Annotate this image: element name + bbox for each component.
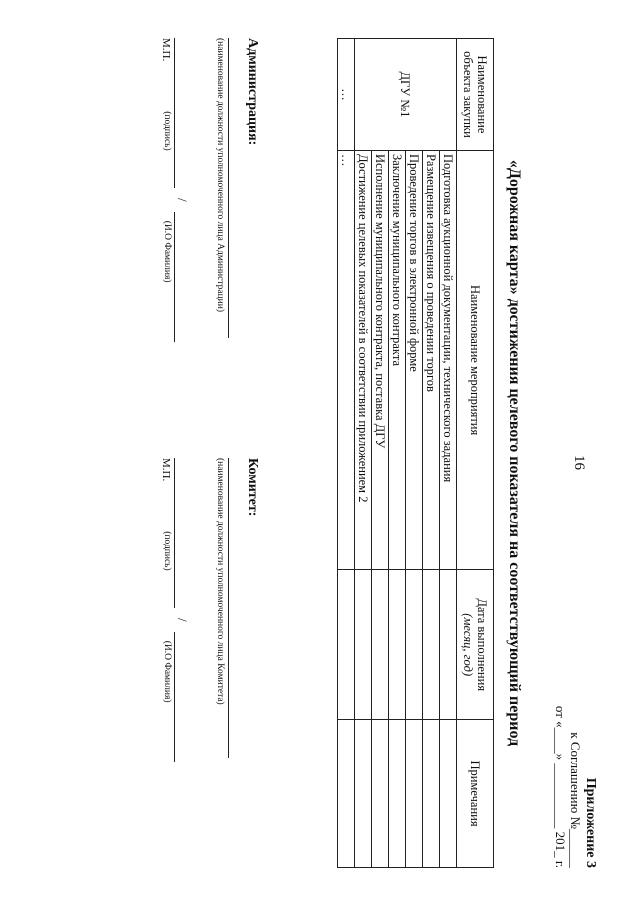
table-row xyxy=(372,39,389,868)
page-number: 16 xyxy=(571,455,587,470)
notes-cell xyxy=(389,720,406,868)
committee-position-line xyxy=(228,458,230,758)
event-cell: Подготовка аукционной документации, технического задания xyxy=(440,150,457,569)
admin-captions xyxy=(160,38,172,458)
header-event: Наименование мероприятия xyxy=(457,150,494,569)
appendix-agreement-line: к Соглашению №______ xyxy=(568,732,583,868)
ellipsis-event-cell: … xyxy=(338,150,355,569)
committee-slash: / xyxy=(175,618,190,622)
event-cell: Исполнение муниципального контракта, поставка ДГУ xyxy=(372,150,389,569)
header-notes: Примечания xyxy=(457,720,494,868)
appendix-date-line: от «____» __________ 201_ г. xyxy=(553,705,568,868)
admin-signature-row xyxy=(174,38,192,458)
date-cell xyxy=(440,570,457,720)
table-row xyxy=(389,39,406,868)
admin-slash: / xyxy=(175,198,190,202)
admin-stamp-label: М.П. xyxy=(160,38,172,62)
event-cell: Проведение торгов в электронной форме xyxy=(406,150,423,569)
appendix-title: Приложение 3 xyxy=(583,777,598,868)
rotated-page-content xyxy=(38,38,598,868)
date-cell xyxy=(355,570,372,720)
committee-signature-line xyxy=(174,458,189,608)
ellipsis-notes-cell xyxy=(338,720,355,868)
notes-cell xyxy=(372,720,389,868)
admin-position-hint: (наименование должности уполномоченного лица Администрации) xyxy=(215,38,225,312)
table-row xyxy=(406,39,423,868)
header-object: Наименование объекта закупки xyxy=(457,39,494,151)
committee-signature-row xyxy=(174,458,192,878)
header-date xyxy=(457,570,494,720)
date-cell xyxy=(406,570,423,720)
admin-signature-line xyxy=(174,38,189,188)
committee-sign-caption: (подпись) xyxy=(162,531,172,571)
appendix-block xyxy=(553,706,598,868)
ellipsis-date-cell xyxy=(338,570,355,720)
roadmap-table xyxy=(337,38,494,868)
committee-signature-block xyxy=(160,458,260,878)
committee-name-line xyxy=(174,632,189,762)
table-header-row xyxy=(457,39,494,868)
object-name-cell: ДГУ №1 xyxy=(355,39,457,151)
event-cell: Достижение целевых показателей в соответствии приложением 2 xyxy=(355,150,372,569)
header-date-label: Дата выполнения xyxy=(475,598,489,692)
notes-cell xyxy=(440,720,457,868)
committee-role-label: Комитет: xyxy=(245,458,260,517)
committee-name-caption: (И.О Фамилия) xyxy=(162,640,172,703)
table-row-ellipsis xyxy=(338,39,355,868)
admin-name-line xyxy=(174,212,189,342)
committee-position-hint: (наименование должности уполномоченного лица Комитета) xyxy=(215,458,225,705)
event-cell: Заключение муниципального контракта xyxy=(389,150,406,569)
header-date-note: (месяц, год) xyxy=(461,613,475,677)
table-row xyxy=(423,39,440,868)
committee-captions xyxy=(160,458,172,878)
event-cell: Размещение извещения о проведении торгов xyxy=(423,150,440,569)
notes-cell xyxy=(406,720,423,868)
admin-name-caption: (И.О Фамилия) xyxy=(162,220,172,283)
notes-cell xyxy=(423,720,440,868)
date-cell xyxy=(372,570,389,720)
document-title: «Дорожная карта» достижения целевого показателя на соответствующий период xyxy=(506,159,523,747)
admin-signature-block xyxy=(160,38,260,458)
date-cell xyxy=(389,570,406,720)
date-cell xyxy=(423,570,440,720)
table-row xyxy=(355,39,372,868)
committee-stamp-label: М.П. xyxy=(160,458,172,482)
table-row xyxy=(440,39,457,868)
notes-cell xyxy=(355,720,372,868)
admin-role-label: Администрация: xyxy=(245,38,260,146)
admin-position-line xyxy=(228,38,230,338)
ellipsis-object-cell: … xyxy=(338,39,355,151)
admin-sign-caption: (подпись) xyxy=(162,111,172,151)
